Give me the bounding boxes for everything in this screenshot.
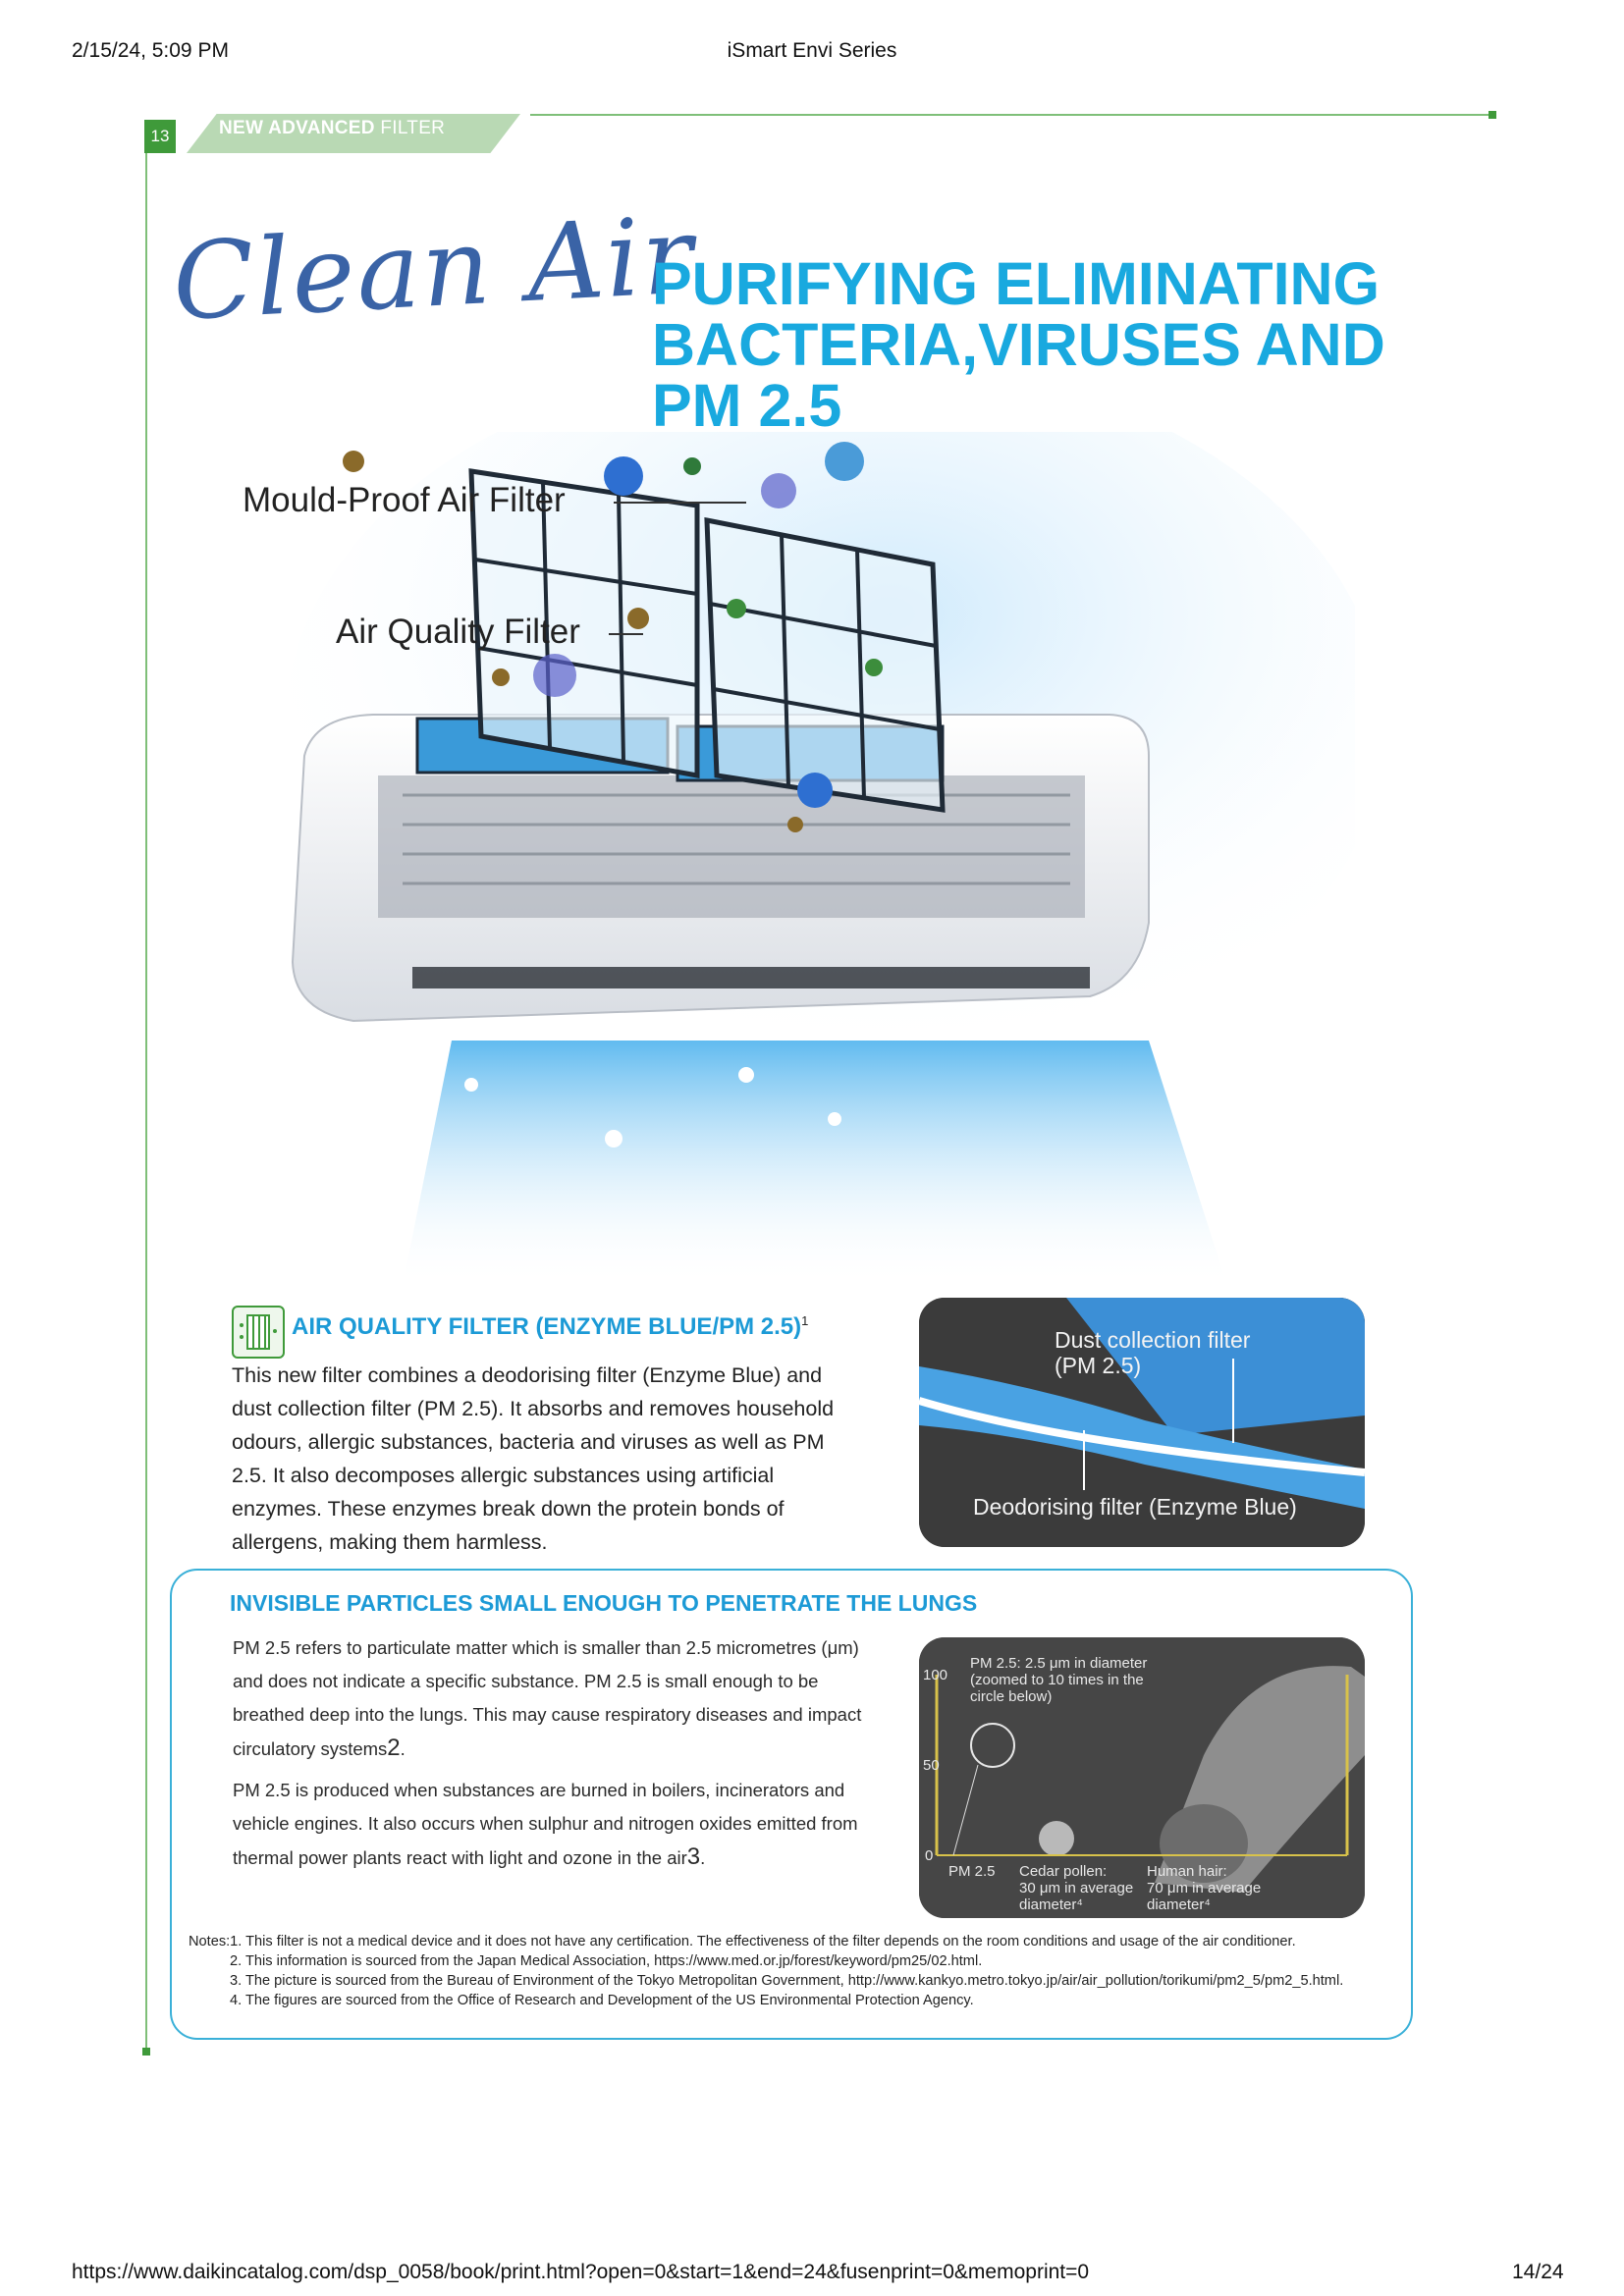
human-hair-line-2: 70 μm in average xyxy=(1147,1880,1262,1896)
human-hair-label xyxy=(1147,1863,1261,1913)
airflow-stream xyxy=(403,1041,1227,1286)
pm25-caption-line-1: PM 2.5: 2.5 μm in diameter xyxy=(970,1655,1148,1672)
cedar-pollen-label xyxy=(1019,1863,1133,1913)
deodorising-filter-label: Deodorising filter (Enzyme Blue) xyxy=(973,1494,1297,1520)
filter-icon xyxy=(232,1306,285,1359)
footnotes xyxy=(189,1932,1343,2010)
pm25-label: PM 2.5 xyxy=(948,1863,996,1880)
feature-heading-text: AIR QUALITY FILTER (ENZYME BLUE/PM 2.5) xyxy=(292,1313,802,1340)
pm25-caption-line-2: (zoomed to 10 times in the xyxy=(970,1672,1144,1688)
print-page-count: 14/24 xyxy=(1512,2261,1564,2283)
microscope-photo xyxy=(919,1637,1365,1918)
frame-corner-dot xyxy=(1489,111,1496,119)
footnote-item: 3. The picture is sourced from the Bureau of Environment of the Tokyo Metropolitan Government, http://www.kankyo.metro.tokyo.jp/air/air_pollution/torikumi/pm2_5/pm2_5.html. xyxy=(230,1973,1344,1989)
cedar-pollen-line-2: 30 μm in average xyxy=(1019,1880,1134,1896)
scale-label-bottom: 0 xyxy=(925,1847,934,1864)
particles-body xyxy=(233,1631,891,1875)
footnote-item: 4. The figures are sourced from the Office of Research and Development of the US Environmental Protection Agency. xyxy=(230,1993,974,2008)
headline xyxy=(652,250,1437,439)
footnote-ref: 3 xyxy=(686,1843,701,1870)
human-hair-line-3: diameter⁴ xyxy=(1147,1896,1211,1913)
frame-top-line xyxy=(530,114,1494,116)
feature-heading xyxy=(292,1313,808,1341)
particles-heading: INVISIBLE PARTICLES SMALL ENOUGH TO PENETRATE THE LUNGS xyxy=(230,1590,978,1616)
callout-mould-proof-filter: Mould-Proof Air Filter xyxy=(243,481,566,519)
sentence-end: . xyxy=(700,1847,706,1868)
dust-filter-label-line-2: (PM 2.5) xyxy=(1055,1353,1142,1378)
dust-filter-label-line-1: Dust collection filter xyxy=(1055,1327,1251,1353)
section-tab-light: FILTER xyxy=(380,118,446,138)
script-title: Clean Air xyxy=(170,194,698,345)
filter-photo xyxy=(919,1298,1365,1547)
page-number-badge: 13 xyxy=(144,120,176,153)
particles-paragraph-2-text: PM 2.5 is produced when substances are burned in boilers, incinerators and vehicle engines. It also occurs when sulphur and nitrogen oxides emitted from thermal power plants react with light and ozone in the air xyxy=(233,1780,858,1868)
frame-left-line xyxy=(145,153,147,2052)
section-tab-bold: NEW ADVANCED xyxy=(219,118,375,138)
particles-paragraph-1-text: PM 2.5 refers to particulate matter which is smaller than 2.5 micrometres (μm) and does not indicate a specific substance. PM 2.5 is small enough to be breathed deep into the lungs. This may cause respiratory diseases and impact circulatory systems xyxy=(233,1637,862,1759)
print-title: iSmart Envi Series xyxy=(727,39,897,62)
scale-label-mid: 50 xyxy=(923,1757,940,1774)
headline-line-2: BACTERIA,VIRUSES AND xyxy=(652,311,1385,378)
print-url: https://www.daikincatalog.com/dsp_0058/book/print.html?open=0&start=1&end=24&fusenprint=0&memoprint=0 xyxy=(72,2261,1090,2283)
footnote-item: 2. This information is sourced from the Japan Medical Association, https://www.med.or.jp/forest/keyword/pm25/02.html. xyxy=(230,1953,983,1969)
particles-paragraph-1 xyxy=(233,1631,891,1766)
pm25-caption xyxy=(970,1655,1147,1705)
particles-paragraph-2 xyxy=(233,1774,891,1875)
pm25-caption-line-3: circle below) xyxy=(970,1688,1053,1705)
cedar-pollen-line-1: Cedar pollen: xyxy=(1019,1863,1108,1880)
section-tab-label xyxy=(219,116,445,141)
human-hair-line-1: Human hair: xyxy=(1147,1863,1227,1880)
frame-bottom-dot xyxy=(142,2048,150,2056)
dust-filter-label xyxy=(1055,1327,1250,1378)
footnote-ref: 1 xyxy=(801,1313,809,1328)
callout-leader-line xyxy=(614,502,746,504)
footnote-ref: 2 xyxy=(387,1735,401,1761)
callout-air-quality-filter: Air Quality Filter xyxy=(336,613,580,651)
headline-line-3: PM 2.5 xyxy=(652,372,842,439)
air-conditioner-illustration xyxy=(285,432,1355,1286)
print-datetime: 2/15/24, 5:09 PM xyxy=(72,39,229,62)
callout-leader-line xyxy=(609,633,643,635)
feature-description: This new filter combines a deodorising filter (Enzyme Blue) and dust collection filter (PM 2.5). It absorbs and removes household odours, allergic substances, bacteria and viruses as well as PM 2.5. It also decomposes allergic substances using artificial enzymes. These enzymes break down the protein bonds of allergens, making them harmless. xyxy=(232,1363,835,1554)
cedar-pollen-line-3: diameter⁴ xyxy=(1019,1896,1083,1913)
footnote-item: Notes:1. This filter is not a medical device and it does not have any certification. The effectiveness of the filter depends on the room conditions and usage of the air conditioner. xyxy=(189,1934,1296,1949)
headline-line-1: PURIFYING ELIMINATING xyxy=(652,250,1380,317)
sentence-end: . xyxy=(400,1738,406,1759)
scale-label-top: 100 xyxy=(923,1667,948,1683)
